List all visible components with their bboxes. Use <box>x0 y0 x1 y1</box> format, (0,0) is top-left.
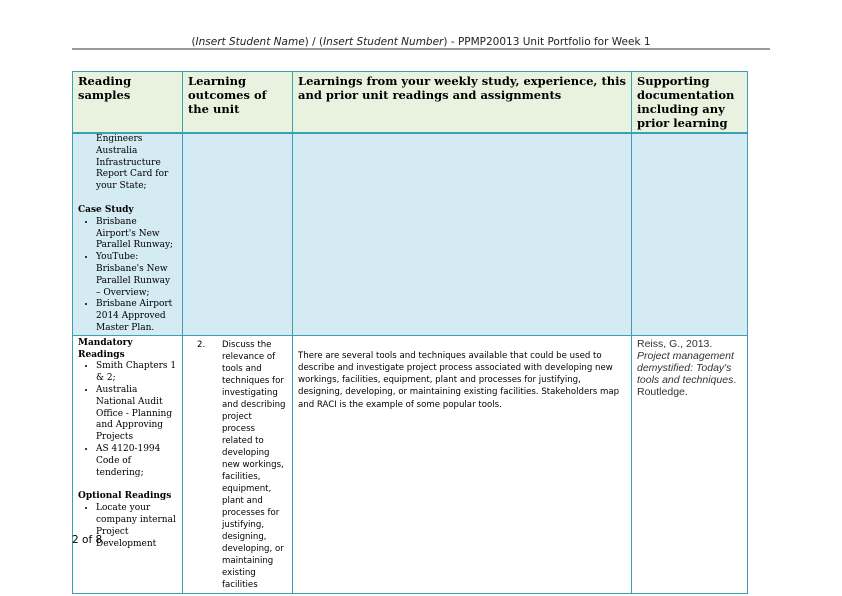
page-number: 2 of 8 <box>72 534 103 546</box>
continued-reading-text: Engineers Australia Infrastructure Report Card for your State; <box>96 134 169 192</box>
learnings-cell[interactable] <box>293 133 632 335</box>
list-item: • YouTube: Brisbane's New Parallel Runway – Overview; <box>96 252 177 299</box>
case-study-title: Case Study <box>78 204 134 215</box>
page-header: (Insert Student Name) / (Insert Student Number) - PPMP20013 Unit Portfolio for Week 1 <box>191 36 651 48</box>
reading-samples-cell <box>73 133 183 335</box>
student-number-placeholder: Insert Student Number <box>323 36 444 48</box>
supporting-docs-cell[interactable] <box>632 133 748 335</box>
outcome-number: 2. <box>197 339 206 350</box>
reading-samples-cell <box>73 335 183 593</box>
list-item: • Locate your company internal Project Development <box>96 503 177 550</box>
learnings-cell[interactable] <box>293 335 632 593</box>
learnings-text: There are several tools and techniques available that could be used to describe and investigate project process associated with developing new workings, facilities, equipment, plant and processes for justifying, designing, developing, or maintaining existing facilities. Stakeholders map and RACI is the example of some popular tools. <box>298 350 620 410</box>
optional-readings-title: Optional Readings <box>78 491 172 502</box>
list-item: • AS 4120-1994 Code of tendering; <box>96 444 177 479</box>
header-rule <box>72 48 770 50</box>
reference-publisher: . Routledge. <box>637 373 737 398</box>
outcome-text: Discuss the relevance of tools and techniques for investigating and describing project process related to developing new workings, facilities, equipment, plant and processes for justifying, designing, developing, or maintaining existing facilities <box>222 339 286 590</box>
list-item: • Brisbane Airport's New Parallel Runway; <box>96 217 177 252</box>
col-header-reading-samples: Reading samples <box>73 72 183 134</box>
reference-title: Project management demystified: Today's tools and techniques <box>637 349 734 386</box>
list-item: • Brisbane Airport 2014 Approved Master Plan. <box>96 299 177 334</box>
table-row <box>73 335 748 593</box>
list-item: • Australia National Audit Office - Planning and Approving Projects <box>96 385 177 444</box>
outcome-item <box>188 338 287 591</box>
student-name-placeholder: Insert Student Name <box>195 36 305 48</box>
mandatory-readings-list <box>78 361 177 479</box>
supporting-docs-cell[interactable] <box>632 335 748 593</box>
list-item: • Smith Chapters 1 & 2; <box>96 361 177 385</box>
case-study-list <box>78 217 177 335</box>
learning-outcome-cell[interactable] <box>183 133 293 335</box>
table-header-row <box>73 72 748 134</box>
learning-outcome-cell[interactable] <box>183 335 293 593</box>
header-suffix: - PPMP20013 Unit Portfolio for Week 1 <box>447 36 651 48</box>
reference-authors: Reiss, G., 2013. <box>637 337 713 350</box>
col-header-supporting-docs: Supporting documentation including any prior learning <box>632 72 748 134</box>
col-header-learnings: Learnings from your weekly study, experience, this and prior unit readings and assignments <box>293 72 632 134</box>
mandatory-readings-title: Mandatory Readings <box>78 337 133 360</box>
table-row <box>73 133 748 335</box>
col-header-learning-outcomes: Learning outcomes of the unit <box>183 72 293 134</box>
portfolio-table <box>72 71 748 594</box>
